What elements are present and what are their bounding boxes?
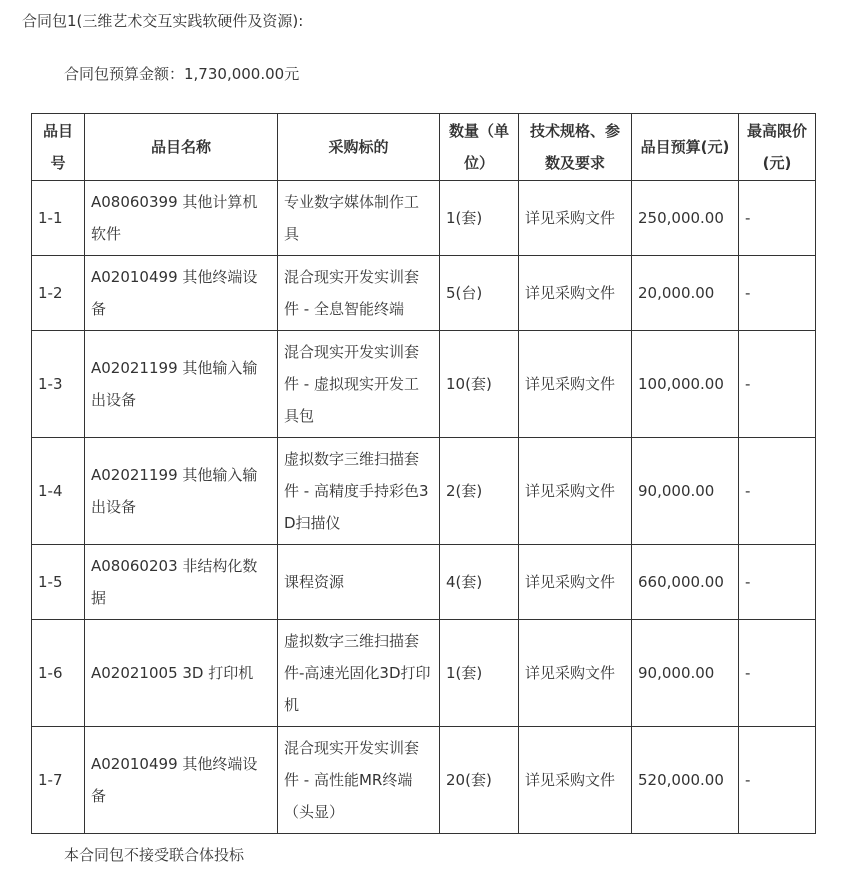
cell-target: 虚拟数字三维扫描套件 - 高精度手持彩色3D扫描仪 <box>278 438 440 545</box>
cell-specs: 详见采购文件 <box>519 181 632 256</box>
cell-item-name: A02010499 其他终端设备 <box>85 256 278 331</box>
cell-specs: 详见采购文件 <box>519 620 632 727</box>
cell-item-name: A08060203 非结构化数据 <box>85 545 278 620</box>
cell-target: 专业数字媒体制作工具 <box>278 181 440 256</box>
package-title: 合同包1(三维艺术交互实践软硬件及资源): <box>22 12 304 30</box>
cell-item-name: A02021005 3D 打印机 <box>85 620 278 727</box>
cell-budget: 20,000.00 <box>632 256 739 331</box>
cell-max-price: - <box>739 331 816 438</box>
cell-max-price: - <box>739 256 816 331</box>
cell-item-no: 1-5 <box>32 545 85 620</box>
cell-target: 混合现实开发实训套件 - 全息智能终端 <box>278 256 440 331</box>
cell-max-price: - <box>739 727 816 834</box>
cell-max-price: - <box>739 438 816 545</box>
cell-budget: 250,000.00 <box>632 181 739 256</box>
cell-quantity: 1(套) <box>440 620 519 727</box>
table-row <box>32 545 816 620</box>
table-row <box>32 620 816 727</box>
header-item-name: 品目名称 <box>85 114 278 181</box>
cell-item-no: 1-3 <box>32 331 85 438</box>
cell-specs: 详见采购文件 <box>519 438 632 545</box>
cell-item-name: A02010499 其他终端设备 <box>85 727 278 834</box>
cell-budget: 90,000.00 <box>632 438 739 545</box>
cell-budget: 100,000.00 <box>632 331 739 438</box>
cell-target: 虚拟数字三维扫描套件-高速光固化3D打印机 <box>278 620 440 727</box>
cell-max-price: - <box>739 181 816 256</box>
cell-max-price: - <box>739 620 816 727</box>
table-row <box>32 256 816 331</box>
cell-target: 课程资源 <box>278 545 440 620</box>
items-table <box>31 113 816 834</box>
cell-item-name: A02021199 其他输入输出设备 <box>85 331 278 438</box>
cell-quantity: 4(套) <box>440 545 519 620</box>
cell-max-price: - <box>739 545 816 620</box>
cell-item-no: 1-7 <box>32 727 85 834</box>
cell-quantity: 5(台) <box>440 256 519 331</box>
cell-quantity: 20(套) <box>440 727 519 834</box>
cell-item-name: A02021199 其他输入输出设备 <box>85 438 278 545</box>
table-header-row <box>32 114 816 181</box>
cell-item-name: A08060399 其他计算机软件 <box>85 181 278 256</box>
table-row <box>32 331 816 438</box>
header-max-price: 最高限价(元) <box>739 114 816 181</box>
header-target: 采购标的 <box>278 114 440 181</box>
consortium-note: 本合同包不接受联合体投标 <box>64 846 245 864</box>
cell-budget: 520,000.00 <box>632 727 739 834</box>
cell-specs: 详见采购文件 <box>519 331 632 438</box>
cell-quantity: 1(套) <box>440 181 519 256</box>
cell-item-no: 1-2 <box>32 256 85 331</box>
header-budget: 品目预算(元) <box>632 114 739 181</box>
cell-item-no: 1-6 <box>32 620 85 727</box>
table-row <box>32 727 816 834</box>
cell-item-no: 1-1 <box>32 181 85 256</box>
table-row <box>32 438 816 545</box>
cell-specs: 详见采购文件 <box>519 545 632 620</box>
cell-item-no: 1-4 <box>32 438 85 545</box>
cell-quantity: 2(套) <box>440 438 519 545</box>
cell-specs: 详见采购文件 <box>519 727 632 834</box>
table-row <box>32 181 816 256</box>
cell-budget: 90,000.00 <box>632 620 739 727</box>
cell-specs: 详见采购文件 <box>519 256 632 331</box>
cell-quantity: 10(套) <box>440 331 519 438</box>
header-quantity: 数量（单位） <box>440 114 519 181</box>
cell-target: 混合现实开发实训套件 - 高性能MR终端（头显） <box>278 727 440 834</box>
cell-target: 混合现实开发实训套件 - 虚拟现实开发工具包 <box>278 331 440 438</box>
cell-budget: 660,000.00 <box>632 545 739 620</box>
header-item-no: 品目号 <box>32 114 85 181</box>
header-specs: 技术规格、参数及要求 <box>519 114 632 181</box>
package-budget: 合同包预算金额：1,730,000.00元 <box>64 65 300 83</box>
